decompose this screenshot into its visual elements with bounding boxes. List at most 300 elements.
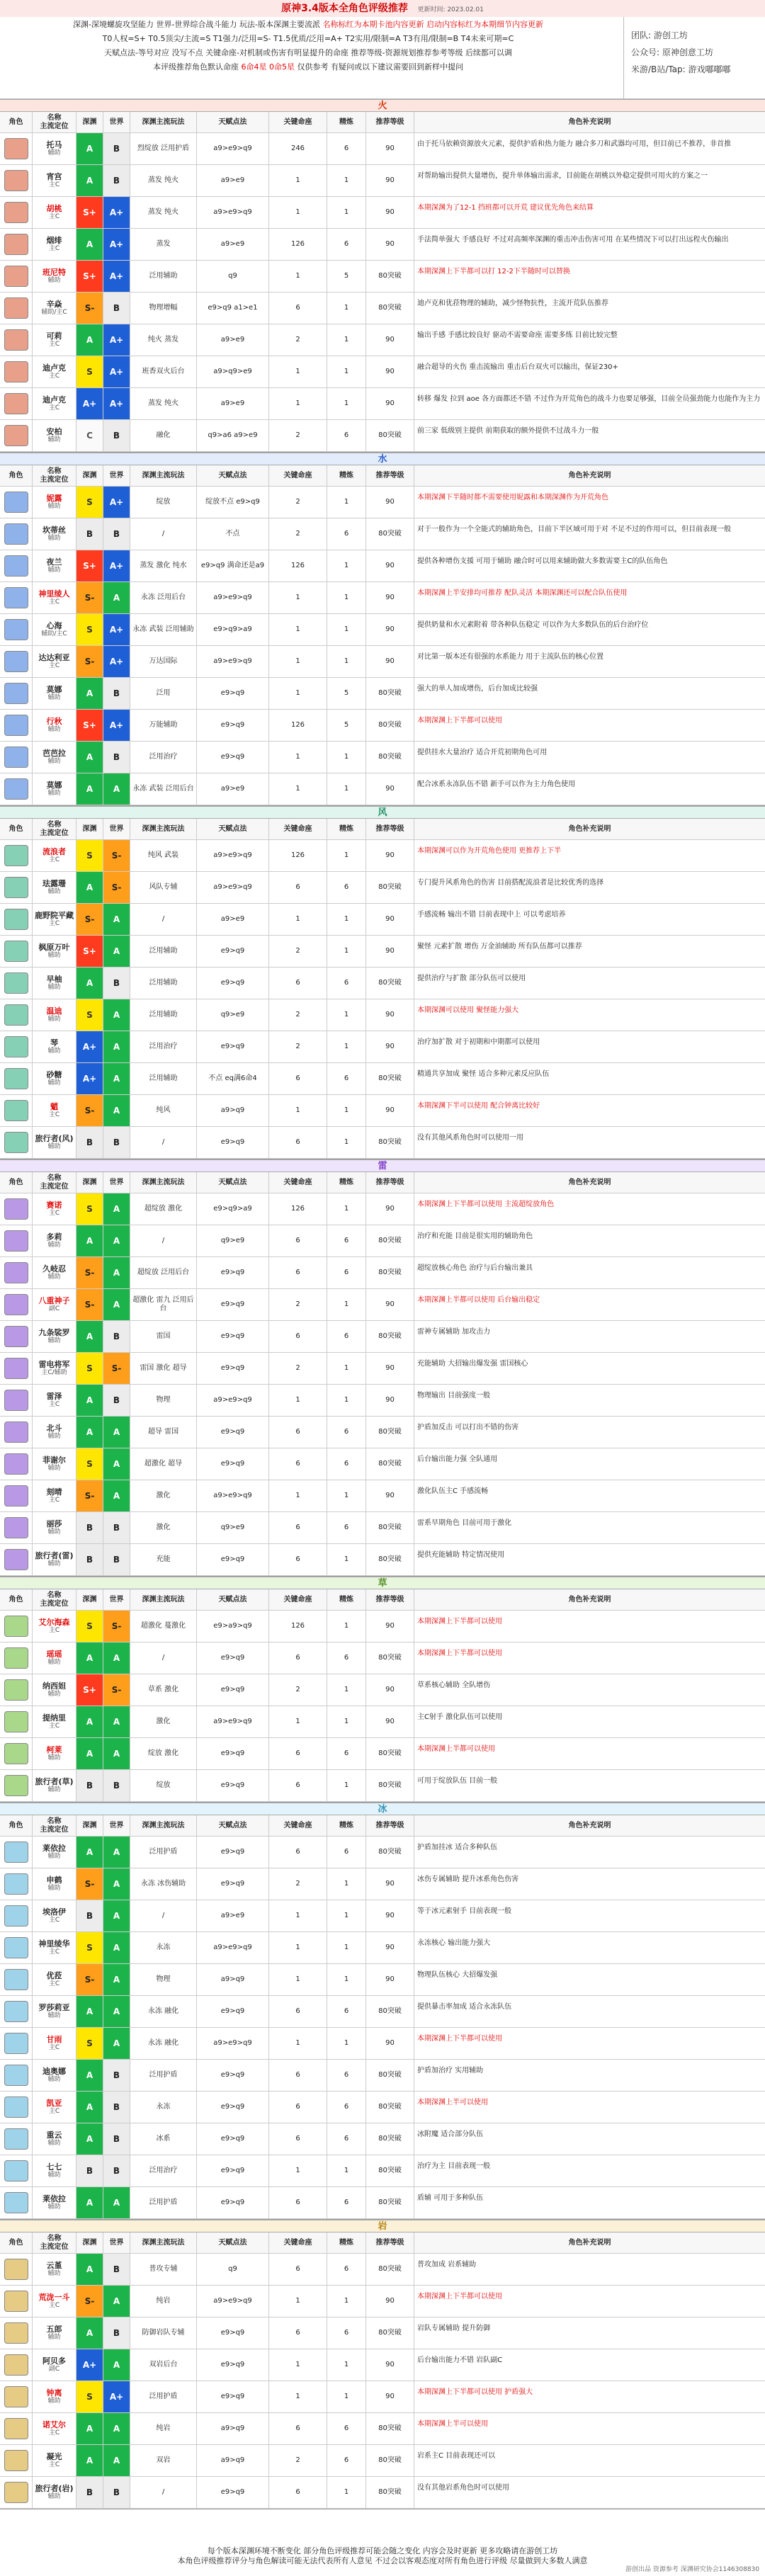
avatar-image — [4, 2128, 28, 2150]
character-note: 本期深渊上半安排均可推荐 配队灵活 本期深渊还可以配合队伍使用 — [417, 589, 628, 597]
character-name-cell — [33, 1257, 76, 1288]
character-note: 本期深渊上半可以使用 — [417, 2420, 488, 2428]
key-constellation: 1 — [269, 197, 327, 228]
abyss-grade: S- — [76, 1257, 103, 1288]
character-note: 提供充能辅助 特定情况使用 — [417, 1551, 505, 1559]
build-style: 永冻 武装 泛用后台 — [130, 773, 197, 805]
character-avatar — [0, 324, 33, 356]
world-grade: B — [103, 1544, 130, 1575]
world-grade: B — [103, 2317, 130, 2349]
avatar-image — [4, 266, 28, 287]
recommended-level: 90 — [366, 1289, 414, 1320]
character-name: 优菈 — [46, 1971, 62, 1980]
recommended-level: 90 — [366, 1480, 414, 1511]
talent-priority: e9>q9 — [197, 1289, 269, 1320]
refinement: 6 — [327, 2317, 366, 2349]
header-recommend: 推荐等级 — [366, 2232, 414, 2253]
character-note: 手法简单强大 手感良好 不过对高频率深渊的重击冲击伤害可用 在某些情况下可以打出远程火伤输出 — [417, 236, 729, 244]
character-avatar — [0, 840, 33, 871]
character-name-cell — [33, 2028, 76, 2059]
avatar-image — [4, 1647, 28, 1669]
header-refine: 精炼 — [327, 112, 366, 132]
talent-priority: e9>q9 — [197, 2477, 269, 2508]
abyss-grade: S — [76, 487, 103, 518]
character-name: 枫原万叶 — [38, 943, 70, 952]
character-name-cell — [33, 2060, 76, 2091]
abyss-grade: B — [76, 1900, 103, 1931]
character-name: 妮露 — [46, 494, 62, 503]
character-note: 治疗和充能 目前是很实用的辅助角色 — [417, 1232, 533, 1240]
key-constellation: 6 — [269, 1512, 327, 1543]
key-constellation: 6 — [269, 1738, 327, 1769]
table-row — [0, 1257, 765, 1289]
character-role: 主C — [48, 1210, 60, 1217]
header-avatar: 角色 — [0, 819, 33, 839]
world-grade: A — [103, 1480, 130, 1511]
character-role: 辅助 — [47, 1885, 61, 1892]
build-style: 蒸发 纯火 — [130, 197, 197, 228]
section-wind — [0, 806, 765, 1159]
character-note: 护盾加挂冰 适合多种队伍 — [417, 1844, 498, 1851]
header-talent: 天赋点法 — [197, 465, 269, 486]
character-role: 主C — [48, 341, 60, 348]
talent-priority: e9>q9 — [197, 2123, 269, 2155]
character-avatar — [0, 710, 33, 741]
refinement: 6 — [327, 2445, 366, 2476]
build-style: 纯风 — [130, 1095, 197, 1126]
build-style: 激化 — [130, 1512, 197, 1543]
character-note: 配合冰系永冻队伍不错 新手可以作为主力角色使用 — [417, 781, 576, 788]
recommended-level: 80突破 — [366, 2155, 414, 2186]
table-row — [0, 840, 765, 872]
refinement: 1 — [327, 646, 366, 677]
avatar-image — [4, 715, 28, 736]
key-constellation: 1 — [269, 388, 327, 419]
avatar-image — [4, 2192, 28, 2213]
character-name: 温迪 — [46, 1006, 62, 1016]
recommended-level: 80突破 — [366, 1448, 414, 1480]
character-name-cell — [33, 197, 76, 228]
recommended-level: 90 — [366, 582, 414, 613]
character-name: 八重神子 — [38, 1296, 70, 1305]
talent-priority: e9>q9 — [197, 1257, 269, 1288]
header-avatar: 角色 — [0, 112, 33, 132]
table-row — [0, 742, 765, 773]
character-role: 主C — [48, 2108, 60, 2115]
recommended-level: 90 — [366, 2028, 414, 2059]
character-avatar — [0, 420, 33, 451]
build-style: 风队专辅 — [130, 872, 197, 903]
avatar-image — [4, 2065, 28, 2086]
character-avatar — [0, 1512, 33, 1543]
world-grade: A — [103, 999, 130, 1031]
refinement: 6 — [327, 1512, 366, 1543]
character-role: 主C — [48, 2302, 60, 2309]
character-avatar — [0, 614, 33, 645]
refinement: 6 — [327, 1448, 366, 1480]
abyss-grade: A — [76, 1837, 103, 1868]
character-role: 辅助 — [47, 567, 61, 574]
recommended-level: 90 — [366, 1706, 414, 1737]
recommended-level: 90 — [366, 1031, 414, 1062]
character-name: 可莉 — [46, 331, 62, 341]
table-row — [0, 1353, 765, 1385]
footer-source: 游创出品 资源参考 深渊研究协会1146308830 — [625, 2566, 759, 2573]
section-grass — [0, 1577, 765, 1803]
header-recommend: 推荐等级 — [366, 465, 414, 486]
sections — [0, 99, 765, 2509]
character-note: 前三家 低级别主提供 前期获取的额外提供不过战斗力一般 — [417, 427, 599, 435]
world-grade: B — [103, 742, 130, 773]
avatar-image — [4, 170, 28, 191]
abyss-grade: A — [76, 1321, 103, 1352]
header-role — [33, 465, 76, 486]
abyss-grade: A — [76, 773, 103, 805]
abyss-grade: S- — [76, 1289, 103, 1320]
character-name: 砂糖 — [46, 1070, 62, 1079]
character-note: 护盾加治疗 实用辅助 — [417, 2067, 484, 2075]
header-refine: 精炼 — [327, 465, 366, 486]
recommended-level: 80突破 — [366, 742, 414, 773]
recommended-level: 90 — [366, 904, 414, 935]
world-grade: A+ — [103, 646, 130, 677]
abyss-grade: S — [76, 614, 103, 645]
section-rock — [0, 2220, 765, 2509]
section-ice — [0, 1803, 765, 2220]
character-name: 旅行者(草) — [35, 1777, 74, 1786]
character-role: 主C — [48, 404, 60, 412]
table-row — [0, 1642, 765, 1674]
talent-priority: a9>e9>q9 — [197, 1932, 269, 1963]
talent-priority: e9>q9 — [197, 1031, 269, 1062]
character-name-cell — [33, 133, 76, 164]
talent-priority: e9>q9 — [197, 1738, 269, 1769]
world-grade: B — [103, 165, 130, 196]
abyss-grade: S- — [76, 904, 103, 935]
key-constellation: 6 — [269, 1448, 327, 1480]
character-note: 普攻加成 岩系辅助 — [417, 2261, 477, 2269]
recommended-level: 80突破 — [366, 2445, 414, 2476]
character-name: 埃洛伊 — [42, 1907, 66, 1917]
character-name: 凯亚 — [46, 2099, 62, 2108]
character-name: 莫娜 — [46, 685, 62, 694]
character-name-cell — [33, 1031, 76, 1062]
header-name: 名称 — [47, 820, 62, 829]
refinement: 1 — [327, 487, 366, 518]
character-name: 托马 — [46, 140, 62, 149]
build-style: / — [130, 2477, 197, 2508]
key-constellation: 1 — [269, 582, 327, 613]
character-avatar — [0, 1544, 33, 1575]
character-name: 久岐忍 — [42, 1264, 66, 1273]
character-name: 心海 — [46, 621, 62, 630]
character-avatar — [0, 2477, 33, 2508]
character-avatar — [0, 2123, 33, 2155]
build-style: / — [130, 1900, 197, 1931]
character-name-cell — [33, 261, 76, 292]
header-refine: 精炼 — [327, 819, 366, 839]
character-avatar — [0, 1063, 33, 1094]
talent-priority: e9>q9 — [197, 1868, 269, 1900]
world-grade: A — [103, 2349, 130, 2381]
character-note: 对于一般作为一个全能式的辅助角色，目前下半区域可用于对 不足不过的作用可以，但目前表现一般 — [417, 526, 732, 533]
recommended-level: 90 — [366, 773, 414, 805]
abyss-grade: A — [76, 2092, 103, 2123]
refinement: 1 — [327, 2286, 366, 2317]
character-name-cell — [33, 904, 76, 935]
table-row — [0, 1417, 765, 1448]
table-row — [0, 936, 765, 968]
character-name-cell — [33, 1674, 76, 1706]
refinement: 6 — [327, 872, 366, 903]
talent-priority: q9>a6 a9>e9 — [197, 420, 269, 451]
header-role — [33, 819, 76, 839]
character-role: 辅助 — [47, 1659, 61, 1666]
character-note: 本期深渊上半都可以使用 后台输出稳定 — [417, 1296, 540, 1304]
build-style: 蒸发 激化 纯水 — [130, 550, 197, 581]
character-name-cell — [33, 1063, 76, 1094]
character-avatar — [0, 936, 33, 967]
talent-priority: e9>q9 — [197, 2092, 269, 2123]
refinement: 1 — [327, 293, 366, 324]
character-note: 迪卢克和优菈物理的辅助，减少怪物抗性，主流开荒队伍推荐 — [417, 300, 608, 307]
key-constellation: 126 — [269, 229, 327, 260]
header-name: 名称 — [47, 1591, 62, 1599]
build-style: 绽放 — [130, 1770, 197, 1801]
header-constellation: 关键命座 — [269, 465, 327, 486]
table-row — [0, 2477, 765, 2509]
recommended-level: 80突破 — [366, 1225, 414, 1256]
recommended-level: 80突破 — [366, 1837, 414, 1868]
refinement: 1 — [327, 197, 366, 228]
abyss-grade: S+ — [76, 1674, 103, 1706]
talent-priority: e9>q9 — [197, 1321, 269, 1352]
character-avatar — [0, 2092, 33, 2123]
section-title-rock: 岩 — [0, 2220, 765, 2232]
key-constellation: 6 — [269, 1996, 327, 2027]
build-style: 激化 — [130, 1706, 197, 1737]
recommended-level: 80突破 — [366, 293, 414, 324]
build-style: 超激化 雷九 泛用后台 — [130, 1289, 197, 1320]
refinement: 1 — [327, 1480, 366, 1511]
character-avatar — [0, 1770, 33, 1801]
character-role: 主C — [48, 1917, 60, 1924]
key-constellation: 6 — [269, 1321, 327, 1352]
character-name: 柯莱 — [46, 1745, 62, 1754]
avatar-image — [4, 941, 28, 962]
abyss-grade: S — [76, 1932, 103, 1963]
character-name: 丽莎 — [46, 1519, 62, 1528]
character-name-cell — [33, 1417, 76, 1448]
character-role: 辅助 — [47, 1079, 61, 1086]
avatar-image — [4, 1068, 28, 1089]
recommended-level: 90 — [366, 2286, 414, 2317]
talent-priority: e9>q9 — [197, 2349, 269, 2381]
character-name: 雷泽 — [46, 1392, 62, 1401]
character-role: 辅助 — [47, 2493, 61, 2500]
recommended-level: 80突破 — [366, 1417, 414, 1448]
character-avatar — [0, 1964, 33, 1995]
world-grade: A — [103, 1031, 130, 1062]
recommended-level: 90 — [366, 999, 414, 1031]
header-note: 角色补充说明 — [568, 1821, 611, 1829]
section-title-grass: 草 — [0, 1577, 765, 1589]
world-grade: A+ — [103, 2381, 130, 2412]
recommended-level: 80突破 — [366, 2123, 414, 2155]
key-constellation: 126 — [269, 710, 327, 741]
avatar-image — [4, 138, 28, 159]
header-constellation: 关键命座 — [269, 1815, 327, 1836]
character-name-cell — [33, 2381, 76, 2412]
recommended-level: 80突破 — [366, 1996, 414, 2027]
recommended-level: 90 — [366, 646, 414, 677]
refinement: 6 — [327, 229, 366, 260]
character-note: 主C射手 激化队伍可以使用 — [417, 1713, 503, 1721]
recommended-level: 90 — [366, 356, 414, 387]
character-note: 本期深渊下半随时都不需要使用妮露和本期深渊作为开荒角色 — [417, 494, 608, 501]
abyss-grade: S — [76, 1353, 103, 1384]
character-avatar — [0, 1480, 33, 1511]
recommended-level: 80突破 — [366, 1770, 414, 1801]
character-role: 辅助 — [47, 535, 61, 542]
character-note: 本期深渊上下半都可以使用 — [417, 2035, 502, 2043]
talent-priority: e9>q9 — [197, 1417, 269, 1448]
refinement: 1 — [327, 1611, 366, 1642]
avatar-image — [4, 2322, 28, 2344]
refinement: 1 — [327, 2155, 366, 2186]
character-name-cell — [33, 165, 76, 196]
build-style: 永冻 武装 泛用辅助 — [130, 614, 197, 645]
world-grade: A+ — [103, 229, 130, 260]
refinement: 6 — [327, 2060, 366, 2091]
world-grade: A+ — [103, 261, 130, 292]
header-name: 名称 — [47, 1174, 62, 1182]
abyss-grade: A — [76, 133, 103, 164]
abyss-grade: S- — [76, 1964, 103, 1995]
header-role-label: 主流定位 — [40, 2242, 69, 2251]
character-avatar — [0, 582, 33, 613]
abyss-grade: S- — [76, 646, 103, 677]
character-note: 本期深渊上半可以使用 — [417, 2099, 488, 2106]
key-constellation: 1 — [269, 2349, 327, 2381]
legend-line-2: T0人权=S+ T0.5顶尖/主流=S T1强力/泛用=S- T1.5优质/泛用=A+ T2实用/限制=A T3有用/限制=B T4未来可期=C — [102, 34, 514, 43]
refinement: 6 — [327, 133, 366, 164]
character-avatar — [0, 2413, 33, 2444]
character-role: 辅助 — [47, 1048, 61, 1055]
character-role: 主C — [48, 1723, 60, 1730]
character-note: 手感流畅 输出不错 目前表现中上 可以考虑培养 — [417, 911, 566, 919]
character-name-cell — [33, 1738, 76, 1769]
refinement: 1 — [327, 1385, 366, 1416]
avatar-image — [4, 1517, 28, 1538]
refinement: 1 — [327, 1544, 366, 1575]
table-row — [0, 388, 765, 420]
refinement: 6 — [327, 968, 366, 999]
refinement: 1 — [327, 388, 366, 419]
character-name: 琴 — [50, 1038, 58, 1048]
refinement: 1 — [327, 773, 366, 805]
table-row — [0, 1448, 765, 1480]
table-row — [0, 1674, 765, 1706]
character-name-cell — [33, 2286, 76, 2317]
talent-priority: e9>q9 — [197, 678, 269, 709]
recommended-level: 90 — [366, 550, 414, 581]
character-name: 旅行者(雷) — [35, 1551, 74, 1560]
character-name-cell — [33, 1225, 76, 1256]
character-note: 提供治疗与扩散 部分队伍可以使用 — [417, 975, 526, 982]
world-grade: A — [103, 1932, 130, 1963]
talent-priority: e9>q9 — [197, 2060, 269, 2091]
table-row — [0, 420, 765, 452]
key-constellation: 6 — [269, 2254, 327, 2285]
abyss-grade: A — [76, 742, 103, 773]
character-role: 辅助 — [47, 888, 61, 895]
world-grade: A+ — [103, 356, 130, 387]
avatar-image — [4, 1616, 28, 1637]
header-avatar: 角色 — [0, 2232, 33, 2253]
build-style: 泛用 — [130, 678, 197, 709]
world-grade: S- — [103, 1674, 130, 1706]
talent-priority: q9>e9 — [197, 1512, 269, 1543]
refinement: 6 — [327, 1063, 366, 1094]
character-name: 莱依拉 — [42, 2194, 66, 2203]
world-grade: B — [103, 1512, 130, 1543]
character-name-cell — [33, 1353, 76, 1384]
refinement: 1 — [327, 1353, 366, 1384]
character-role: 辅助 — [47, 952, 61, 959]
recommended-level: 80突破 — [366, 2092, 414, 2123]
build-style: 永冻 冰伤辅助 — [130, 1868, 197, 1900]
key-constellation: 6 — [269, 1770, 327, 1801]
build-style: 物理 — [130, 1385, 197, 1416]
talent-priority: a9>q9>e9 — [197, 356, 269, 387]
talent-priority: q9 — [197, 261, 269, 292]
build-style: 雷国 激化 超导 — [130, 1353, 197, 1384]
header-abyss: 深渊 — [76, 465, 103, 486]
character-name: 雷电将军 — [38, 1360, 70, 1369]
talent-priority: a9>e9>q9 — [197, 197, 269, 228]
build-style: 泛用辅助 — [130, 1063, 197, 1094]
character-avatar — [0, 133, 33, 164]
table-row — [0, 1225, 765, 1257]
key-constellation: 2 — [269, 487, 327, 518]
table-row — [0, 1321, 765, 1353]
build-style: / — [130, 904, 197, 935]
abyss-grade: S+ — [76, 261, 103, 292]
build-style: 纯岩 — [130, 2286, 197, 2317]
character-role: 主C — [48, 598, 60, 606]
refinement: 5 — [327, 261, 366, 292]
talent-priority: e9>q9 — [197, 2381, 269, 2412]
refinement: 1 — [327, 2349, 366, 2381]
build-style: 蒸发 纯火 — [130, 165, 197, 196]
key-constellation: 1 — [269, 742, 327, 773]
talent-priority: e9>a9>q9 — [197, 1611, 269, 1642]
character-name: 申鹤 — [46, 1876, 62, 1885]
build-style: 激化 — [130, 1480, 197, 1511]
character-name-cell — [33, 324, 76, 356]
character-name: 旅行者(风) — [35, 1134, 74, 1143]
character-note: 强大的单人加成增伤，后台加成比较强 — [417, 685, 538, 693]
avatar-image — [4, 1132, 28, 1153]
avatar-image — [4, 877, 28, 898]
recommended-level: 90 — [366, 1964, 414, 1995]
character-role: 辅助 — [47, 503, 61, 510]
character-avatar — [0, 646, 33, 677]
avatar-image — [4, 2160, 28, 2181]
footer-line-2: 本角色评级推荐评分与角色解读可能无法代表所有人意见 不过会以客观态度对所有角色进行评级 尽量做到大多数人满意 — [177, 2556, 588, 2565]
world-grade: A+ — [103, 197, 130, 228]
